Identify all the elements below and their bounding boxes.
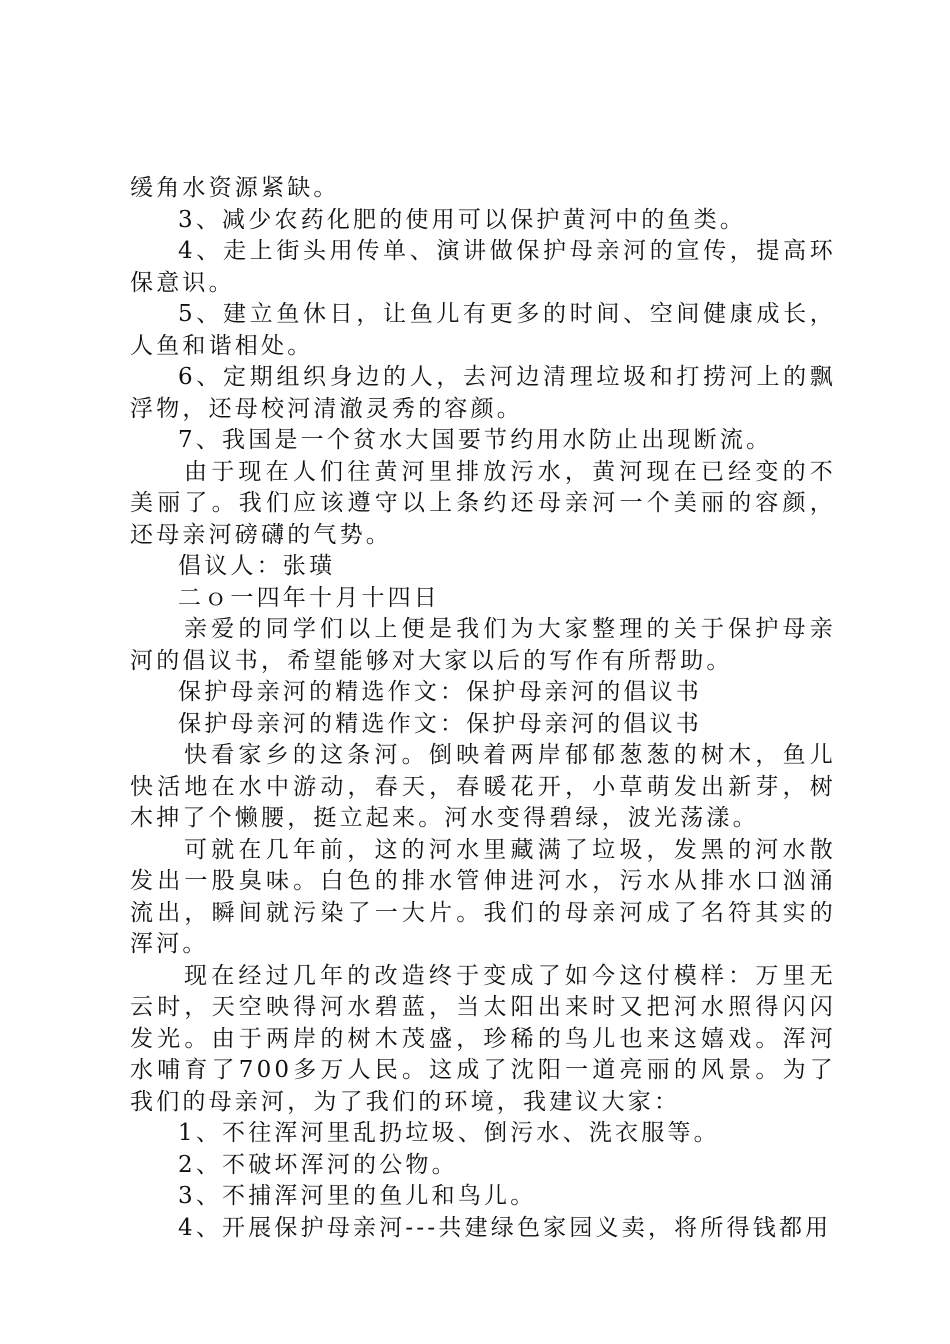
paragraph-8: 倡议人：张璜 <box>178 553 336 579</box>
paragraph-1: 缓角水资源紧缺。 <box>130 175 340 201</box>
paragraph-9: 二ｏ一四年十月十四日 <box>178 584 440 611</box>
paragraph-6: 7、我国是一个贫水大国要节约用水防止出现断流。 <box>178 427 773 453</box>
paragraph-17: 2、不破坏浑河的公物。 <box>178 1151 458 1178</box>
paragraph-4: 5、建立鱼休日，让鱼儿有更多的时间、空间健康成长，人鱼和谐相处。 <box>130 301 836 359</box>
paragraph-16: 1、不往浑河里乱扔垃圾、倒污水、洗衣服等。 <box>178 1120 720 1146</box>
paragraph-5: 6、定期组织身边的人，去河边清理垃圾和打捞河上的飘浮物，还母校河清澈灵秀的容颜。 <box>130 364 836 422</box>
paragraph-19: 4、开展保护母亲河---共建绿色家园义卖，将所得钱都用 <box>178 1214 832 1241</box>
paragraph-11: 保护母亲河的精选作文：保护母亲河的倡议书 <box>178 679 702 705</box>
paragraph-2: 3、减少农药化肥的使用可以保护黄河中的鱼类。 <box>178 206 747 233</box>
paragraph-18: 3、不捕浑河里的鱼儿和鸟儿。 <box>178 1183 537 1209</box>
paragraph-15: 现在经过几年的改造终于变成了如今这付模样：万里无云时，天空映得河水碧蓝，当太阳出来时又把河水照得闪闪发光。由于两岸的树木茂盛，珍稀的鸟儿也来这嬉戏。浑河水哺育了700多万人民。这成了沈阳一道亮丽的风景。为了我们的母亲河，为了我们的环境，我建议大家： <box>130 962 836 1115</box>
paragraph-14: 可就在几年前，这的河水里藏满了垃圾，发黑的河水散发出一股臭味。白色的排水管伸进河水，污水从排水口汹涌流出，瞬间就污染了一大片。我们的母亲河成了名符其实的浑河。 <box>130 836 836 957</box>
paragraph-12: 保护母亲河的精选作文：保护母亲河的倡议书 <box>178 710 702 737</box>
paragraph-10: 亲爱的同学们以上便是我们为大家整理的关于保护母亲河的倡议书，希望能够对大家以后的写作有所帮助。 <box>130 616 836 674</box>
paragraph-13: 快看家乡的这条河。倒映着两岸郁郁葱葱的树木，鱼儿快活地在水中游动，春天，春暖花开，小草萌发出新芽，树木抻了个懒腰，挺立起来。河水变得碧绿，波光荡漾。 <box>130 742 836 831</box>
paragraph-3: 4、走上街头用传单、演讲做保护母亲河的宣传，提高环保意识。 <box>130 238 836 296</box>
document-body <box>130 173 836 1244</box>
paragraph-7: 由于现在人们往黄河里排放污水，黄河现在已经变的不美丽了。我们应该遵守以上条约还母亲河一个美丽的容颜，还母亲河磅礴的气势。 <box>130 458 836 548</box>
